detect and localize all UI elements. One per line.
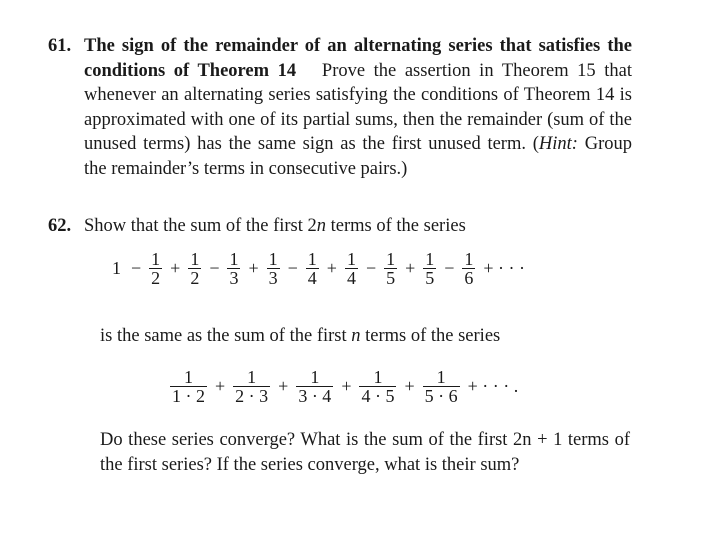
operator: +	[278, 376, 289, 396]
operator: −	[444, 258, 455, 278]
operator: +	[215, 376, 226, 396]
numerator: 1	[307, 249, 317, 269]
numerator: 1	[425, 249, 435, 269]
operator: +	[170, 258, 181, 278]
fraction-term	[149, 250, 162, 287]
problem-text: Prove the assertion in Theorem 15 that whenever an alternating series satisfying the conditions of Theorem 14 is approximated with one of its partial sums, then the remainder (sum of the unused terms) has the same sign as the first unused term.	[84, 60, 633, 154]
fraction-term	[359, 368, 396, 405]
middle-text-before: is the same as the sum of the first	[100, 326, 352, 346]
numerator: 1	[373, 367, 383, 387]
series-2	[168, 368, 524, 405]
denominator: 4 · 5	[361, 386, 395, 406]
hint-label: Hint:	[538, 134, 578, 154]
fraction-term	[423, 368, 460, 405]
denominator: 2 · 3	[235, 386, 269, 406]
problem-62	[48, 214, 632, 239]
numerator: 1	[268, 249, 278, 269]
fraction-term	[296, 368, 333, 405]
numerator: 1	[346, 249, 356, 269]
numerator: 1	[151, 249, 161, 269]
problem-number: 62.	[48, 216, 72, 236]
series-ellipsis: + · · · .	[467, 376, 519, 396]
numerator: 1	[247, 367, 257, 387]
denominator: 3	[268, 268, 278, 288]
numerator: 1	[386, 249, 396, 269]
series-lead-term: 1	[112, 258, 121, 278]
denominator: 5	[386, 268, 396, 288]
fraction-term	[188, 250, 201, 287]
problem-61: 61. The sign of the remainder of an alternating series that satisfies the conditions of Theorem 14 Prove the assertion in Theorem 15 that whenever an alternating series satisfying the conditions of Theorem 14 is approximated with one of its partial sums, then the remainder (sum of the unused terms) has the same sign as the first unused term. (Hint: Group the remainder’s terms in consecutive pairs.)	[48, 36, 633, 179]
numerator: 1	[184, 367, 193, 387]
numerator: 1	[190, 249, 200, 269]
numerator: 1	[229, 249, 239, 269]
fraction-term	[423, 250, 436, 287]
denominator: 1 · 2	[172, 386, 205, 406]
operator: −	[287, 258, 298, 278]
numerator: 1	[436, 367, 446, 387]
denominator: 5 · 6	[424, 386, 458, 406]
fraction-term	[462, 250, 475, 287]
denominator: 6	[464, 268, 474, 288]
series-ellipsis: + · · ·	[483, 258, 526, 278]
operator: −	[209, 258, 220, 278]
fraction-term	[227, 250, 240, 287]
middle-variable: n	[351, 326, 361, 346]
denominator: 3	[229, 268, 239, 288]
fraction-term	[170, 368, 207, 405]
operator: −	[131, 258, 142, 278]
fraction-term	[233, 368, 270, 405]
denominator: 3 · 4	[298, 386, 332, 406]
middle-text-after: terms of the series	[360, 326, 501, 346]
fraction-term	[267, 250, 280, 287]
denominator: 4	[346, 268, 356, 288]
denominator: 4	[307, 268, 317, 288]
problem-title: The sign of the remainder of an alternating series that satisfies the conditions of Theorem 14	[84, 36, 632, 81]
numerator: 1	[464, 249, 474, 269]
operator: −	[365, 258, 377, 278]
denominator: 5	[425, 268, 435, 288]
numerator: 1	[310, 367, 320, 387]
problem-number: 61.	[48, 36, 72, 56]
middle-sentence	[100, 324, 500, 349]
intro-text-before: Show that the sum of the first 2	[84, 216, 317, 236]
denominator: 2	[190, 268, 200, 288]
operator: +	[405, 258, 416, 278]
operator: +	[341, 376, 352, 396]
intro-variable: n	[316, 216, 327, 236]
operator: +	[248, 258, 259, 278]
fraction-term	[345, 250, 358, 287]
intro-text-after: terms of the series	[326, 216, 466, 236]
closing-text: Do these series converge? What is the sum of the first 2n + 1 terms of the first series? If the series converge, what is their sum?	[100, 430, 630, 475]
operator: +	[404, 376, 415, 396]
hint-text: Group the remainder’s terms in consecutive pairs.)	[84, 134, 632, 179]
fraction-term	[306, 250, 319, 287]
series-1	[112, 250, 531, 287]
fraction-term	[384, 250, 397, 287]
closing-paragraph	[100, 428, 630, 477]
denominator: 2	[151, 268, 161, 288]
operator: +	[326, 258, 337, 278]
